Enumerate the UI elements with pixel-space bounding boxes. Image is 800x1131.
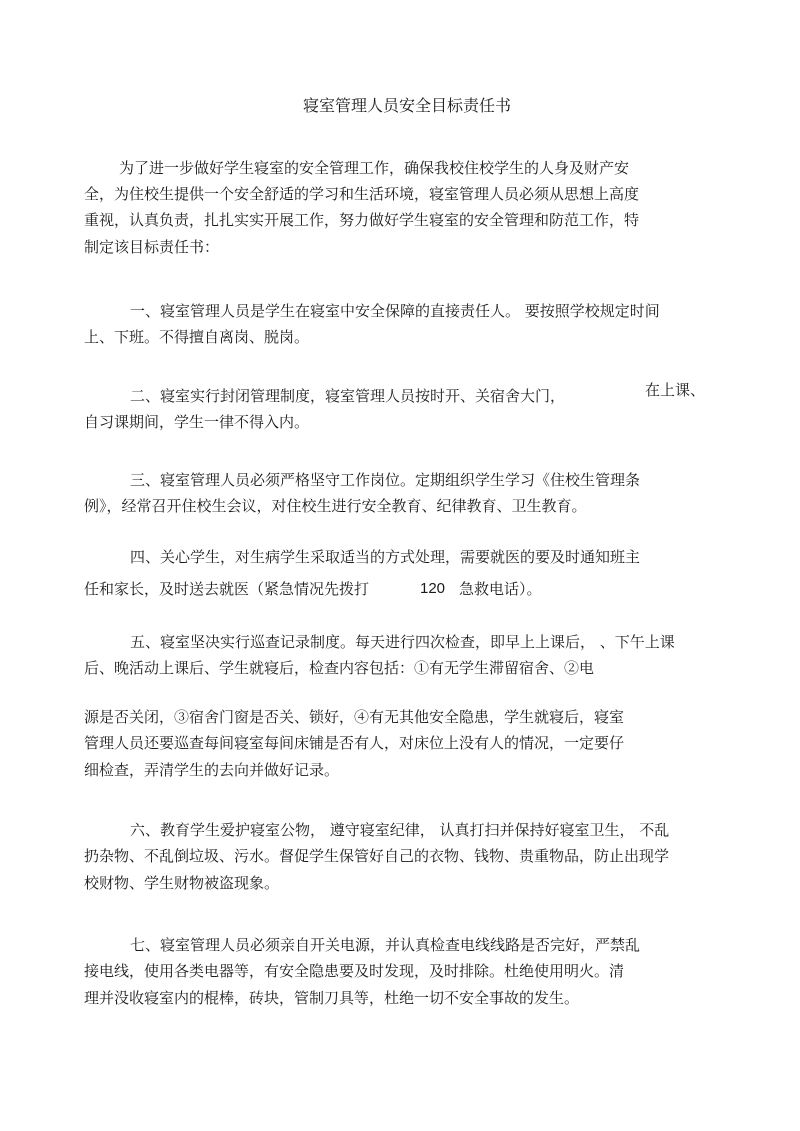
text-line: 六、教育学生爱护寝室公物， 遵守寝室纪律， 认真打扫并保持好寝室卫生， 不乱 (130, 821, 670, 839)
text-line: 三、寝室管理人员必须严格坚守工作岗位。定期组织学生学习《住校生管理条 (130, 471, 641, 489)
text-fragment: 在上课、 (645, 381, 706, 399)
text-line: 细检查，弄清学生的去向并做好记录。 (84, 761, 340, 779)
text-line: 管理人员还要巡查每间寝室每间床铺是否有人，对床位上没有人的情况，一定要仔 (84, 734, 625, 752)
text-line: 例》，经常召开住校生会议，对住校生进行安全教育、纪律教育、卫生教育。 (84, 497, 587, 515)
text-line: 自习课期间，学生一律不得入内。 (84, 413, 310, 431)
text-line: 理并没收寝室内的棍棒，砖块，管制刀具等，杜绝一切不安全事故的发生。 (84, 989, 580, 1007)
text-line: 急救电话）。 (459, 580, 542, 598)
text-line: 全，为住校生提供一个安全舒适的学习和生活环境，寝室管理人员必须从思想上高度 (84, 185, 640, 203)
text-line: 七、寝室管理人员必须亲自开关电源，并认真检查电线线路是否完好，严禁乱 (130, 936, 641, 954)
text-line: 二、寝室实行封闭管理制度，寝室管理人员按时开、关宿舍大门， (130, 387, 566, 405)
text-line: 后、晚活动上课后、学生就寝后，检查内容包括：①有无学生滞留宿舍、②电 (84, 659, 595, 677)
text-line: 为了进一步做好学生寝室的安全管理工作，确保我校住校学生的人身及财产安 (119, 159, 630, 177)
text-line: 一、寝室管理人员是学生在寝室中安全保障的直接责任人。 要按照学校规定时间 (130, 302, 660, 320)
text-line: 上、下班。不得擅自离岗、脱岗。 (84, 328, 310, 346)
text-line: 任和家长，及时送去就医（紧急情况先拨打 (84, 580, 370, 598)
text-line: 源是否关闭，③宿舍门窗是否关、锁好，④有无其他安全隐患，学生就寝后，寝室 (84, 708, 625, 726)
text-line: 制定该目标责任书： (84, 238, 220, 256)
text-line: 接电线，使用各类电器等，有安全隐患要及时发现，及时排除。杜绝使用明火。清 (84, 962, 625, 980)
text-line: 扔杂物、不乱倒垃圾、污水。督促学生保管好自己的衣物、钱物、贵重物品，防止出现学 (84, 847, 670, 865)
text-line: 五、寝室坚决实行巡查记录制度。每天进行四次检查，即早上上课后， 、下午上课 (130, 633, 675, 651)
text-line: 四、关心学生，对生病学生采取适当的方式处理，需要就医的要及时通知班主 (130, 548, 641, 566)
text-line: 校财物、学生财物被盗现象。 (84, 874, 280, 892)
emergency-number: 120 (420, 580, 446, 597)
text-line: 重视，认真负责，扎扎实实开展工作，努力做好学生寝室的安全管理和防范工作，特 (84, 211, 640, 229)
page-title: 寝室管理人员安全目标责任书 (303, 96, 512, 115)
